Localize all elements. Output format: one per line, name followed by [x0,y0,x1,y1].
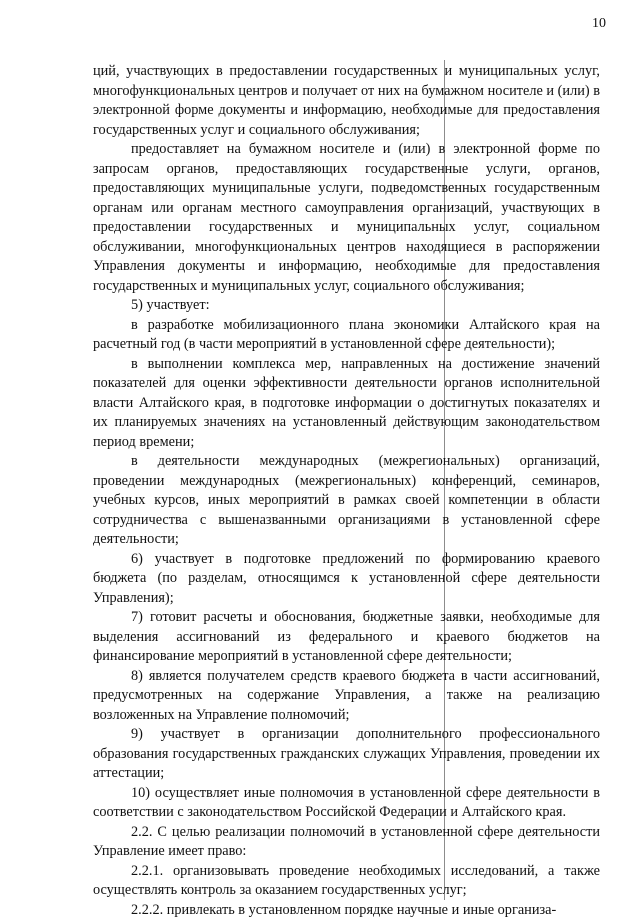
paragraph: 2.2.1. организовывать проведение необходимых исследований, а также осуществлять контроль за оказанием государственных услуг; [93,862,600,901]
paragraph: 6) участвует в подготовке предложений по формированию краевого бюджета (по разделам, относящимся к установленной сфере деятельности Управления); [93,550,600,609]
paragraph: 2.2. С целью реализации полномочий в установленной сфере деятельности Управление имеет право: [93,823,600,862]
paragraph: в деятельности международных (межрегиональных) организаций, проведении международных (межрегиональных) конференций, семинаров, учебных курсов, иных мероприятий в рамках своей компетенции в области сотрудничества с вышеназванными организациями в установленной сфере деятельности; [93,452,600,550]
paragraph: 7) готовит расчеты и обоснования, бюджетные заявки, необходимые для выделения ассигнований из федерального и краевого бюджетов на финансирование мероприятий в установленной сфере деятельности; [93,608,600,667]
document-text [93,62,600,920]
paragraph: предоставляет на бумажном носителе и (или) в электронной форме по запросам органов, предоставляющих государственные услуги, органов, предоставляющих муниципальные услуги, подведомственных государственным органам или органам местного самоуправления организаций, участвующих в предоставлении государственных и муниципальных услуг, социальном обслуживании, многофункциональных центров находящиеся в распоряжении Управления документы и информацию, необходимые для предоставления государственных и муниципальных услуг, социального обслуживания; [93,140,600,296]
paragraph: в разработке мобилизационного плана экономики Алтайского края на расчетный год (в части мероприятий в установленной сфере деятельности); [93,316,600,355]
page-number: 10 [592,16,606,32]
paragraph: 9) участвует в организации дополнительного профессионального образования государственных гражданских служащих Управления, проведении их аттестации; [93,725,600,784]
paragraph: 5) участвует: [93,296,600,316]
paragraph: 8) является получателем средств краевого бюджета в части ассигнований, предусмотренных на содержание Управления, а также на реализацию возложенных на Управление полномочий; [93,667,600,726]
paragraph: в выполнении комплекса мер, направленных на достижение значений показателей для оценки эффективности деятельности органов исполнительной власти Алтайского края, в подготовке информации о достигнутых показателях и их планируемых значениях на установленный действующим законодательством период времени; [93,355,600,453]
paragraph: ций, участвующих в предоставлении государственных и муниципальных услуг, многофункциональных центров и получает от них на бумажном носителе и (или) в электронной форме документы и информацию, необходимые для предоставления государственных услуг и социального обслуживания; [93,62,600,140]
paragraph: 2.2.2. привлекать в установленном порядке научные и иные организа- [93,901,600,920]
paragraph: 10) осуществляет иные полномочия в установленной сфере деятельности в соответствии с законодательством Российской Федерации и Алтайского края. [93,784,600,823]
